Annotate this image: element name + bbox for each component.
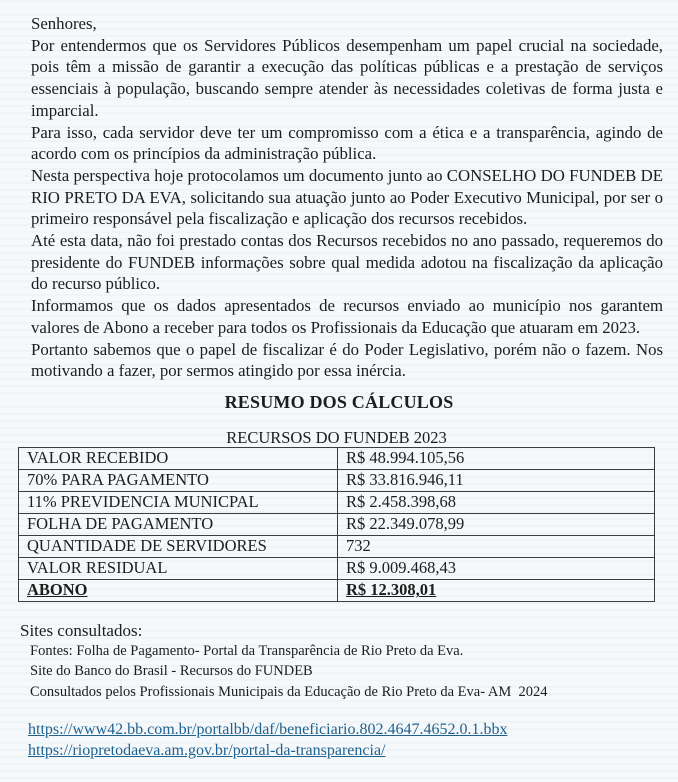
sources-heading: Sites consultados: [20, 620, 143, 640]
summary-heading: RESUMO DOS CÁLCULOS [224, 391, 454, 412]
table-cell-label: FOLHA DE PAGAMENTO [19, 513, 338, 535]
source-line: Fontes: Folha de Pagamento- Portal da Transparência de Rio Preto da Eva. [30, 642, 464, 659]
paragraph: Informamos que os dados apresentados de recursos enviado ao município nos garantem valores de Abono a receber para todos os Profissionais da Educação que atuaram em 2023. [31, 296, 663, 337]
reference-links [28, 719, 678, 761]
table-cell-value: 732 [338, 535, 655, 557]
table-cell-value: R$ 9.009.468,43 [338, 557, 655, 579]
table-cell-label: VALOR RESIDUAL [19, 557, 338, 579]
table-cell-label: 70% PARA PAGAMENTO [19, 469, 338, 491]
table-row [19, 557, 655, 579]
table-row [19, 469, 655, 491]
table-row [19, 535, 655, 557]
table-row-abono [19, 579, 655, 601]
link-bb-beneficiario[interactable]: https://www42.bb.com.br/portalbb/daf/beneficiario.802.4647.4652.0.1.bbx [28, 721, 508, 739]
table-cell-label: VALOR RECEBIDO [19, 447, 338, 469]
table-cell-value: R$ 48.994.105,56 [338, 447, 655, 469]
table-row [19, 491, 655, 513]
table-title: RECURSOS DO FUNDEB 2023 [226, 427, 447, 447]
paragraph: Portanto sabemos que o papel de fiscalizar é do Poder Legislativo, porém não o fazem. Nos motivando a fazer, por sermos atingido por essa inércia. [31, 339, 663, 381]
paragraph: Para isso, cada servidor deve ter um compromisso com a ética e a transparência, agindo de acordo com os princípios da administração pública. [31, 122, 663, 164]
fundeb-resources-table [18, 447, 655, 602]
table-cell-label: ABONO [19, 579, 338, 601]
table-cell-label: QUANTIDADE DE SERVIDORES [19, 535, 338, 557]
letter-body [0, 0, 678, 382]
table-row [19, 447, 655, 469]
link-portal-transparencia[interactable]: https://riopretodaeva.am.gov.br/portal-da-transparencia/ [28, 742, 386, 760]
table-cell-value: R$ 2.458.398,68 [338, 491, 655, 513]
paragraph: Até esta data, não foi prestado contas dos Recursos recebidos no ano passado, requeremos do presidente do FUNDEB informações sobre qual medida adotou na fiscalização da aplicação do recurso público. [31, 231, 663, 294]
paragraph: Nesta perspectiva hoje protocolamos um documento junto ao CONSELHO DO FUNDEB DE RIO PRETO DA EVA, solicitando sua atuação junto ao Poder Executivo Municipal, por ser o primeiro responsável pela fiscalização e aplicação dos recursos recebidos. [31, 165, 663, 229]
table-cell-label: 11% PREVIDENCIA MUNICPAL [19, 491, 338, 513]
source-line: Site do Banco do Brasil - Recursos do FUNDEB [30, 663, 313, 680]
sources-section [20, 620, 678, 703]
paragraph-salutation: Senhores, [31, 14, 97, 33]
paragraph: Por entendermos que os Servidores Públicos desempenham um papel crucial na sociedade, pois têm a missão de garantir a execução das políticas públicas e a prestação de serviços essenciais à população, buscando sempre atender às necessidades coletivas de forma justa e imparcial. [31, 35, 663, 120]
table-cell-value: R$ 22.349.078,99 [338, 513, 655, 535]
table-cell-value: R$ 33.816.946,11 [338, 469, 655, 491]
table-cell-value: R$ 12.308,01 [338, 579, 655, 601]
table-row [19, 513, 655, 535]
source-line: Consultados pelos Profissionais Municipais da Educação de Rio Preto da Eva- AM 2024 [30, 683, 548, 700]
